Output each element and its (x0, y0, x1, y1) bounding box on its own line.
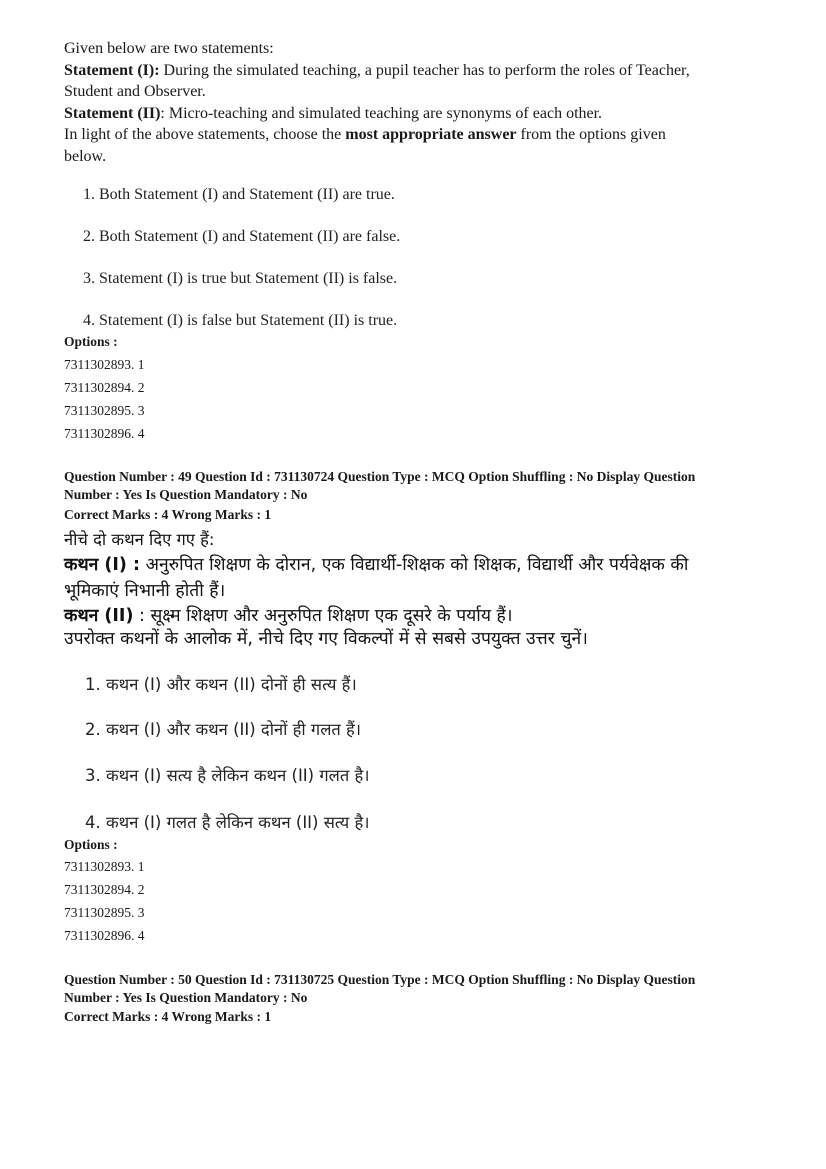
q49-option-3: 3. कथन (I) सत्य है लेकिन कथन (II) गलत है। (85, 766, 370, 785)
q48-instruction-a: In light of the above statements, choose the (64, 126, 346, 143)
q48-statement-2-label: Statement (II) (64, 105, 161, 122)
q48-statement-1-cont: Student and Observer. (64, 83, 206, 100)
q48-option-id-2: 7311302894. 2 (64, 380, 145, 395)
q49-statement-2 (64, 604, 512, 629)
q48-instruction (64, 124, 666, 145)
q50-meta-line-3: Correct Marks : 4 Wrong Marks : 1 (64, 1009, 272, 1024)
q49-statement-1-label: कथन (I) : (64, 555, 141, 575)
q48-option-1: 1. Both Statement (I) and Statement (II) are true. (83, 186, 395, 203)
q49-option-id-2: 7311302894. 2 (64, 882, 145, 897)
q49-option-id-3: 7311302895. 3 (64, 905, 145, 920)
q48-statement-1 (64, 60, 690, 81)
q50-meta-line-2: Number : Yes Is Question Mandatory : No (64, 990, 308, 1005)
q49-statement-1-text: अनुरुपित शिक्षण के दोरान, एक विद्यार्थी-शिक्षक को शिक्षक, विद्यार्थी और पर्यवेक्षक की (140, 555, 689, 575)
q49-meta-line-2: Number : Yes Is Question Mandatory : No (64, 487, 308, 502)
q48-intro: Given below are two statements: (64, 40, 274, 57)
q48-option-2: 2. Both Statement (I) and Statement (II) are false. (83, 228, 401, 245)
q48-instruction-cont: below. (64, 148, 107, 165)
q48-instruction-bold: most appropriate answer (345, 126, 517, 143)
q49-option-4: 4. कथन (I) गलत है लेकिन कथन (II) सत्य है। (85, 813, 370, 832)
q49-option-2: 2. कथन (I) और कथन (II) दोनों ही गलत हैं। (85, 720, 362, 739)
q49-option-id-4: 7311302896. 4 (64, 928, 145, 943)
q49-meta-line-3: Correct Marks : 4 Wrong Marks : 1 (64, 507, 272, 522)
q49-statement-2-text: : सूक्ष्म शिक्षण और अनुरुपित शिक्षण एक दूसरे के पर्याय हैं। (133, 606, 513, 626)
q49-options-label: Options : (64, 837, 118, 852)
q48-statement-2-text: : Micro-teaching and simulated teaching are synonyms of each other. (160, 105, 603, 122)
q49-option-id-1: 7311302893. 1 (64, 859, 145, 874)
q49-meta-line-1: Question Number : 49 Question Id : 731130724 Question Type : MCQ Option Shuffling : No Display Question (64, 469, 696, 484)
q48-statement-2 (64, 103, 602, 124)
q48-statement-1-label: Statement (I): (64, 62, 160, 79)
q48-options-label: Options : (64, 334, 118, 349)
q49-option-1: 1. कथन (I) और कथन (II) दोनों ही सत्य हैं। (85, 675, 357, 694)
q48-option-id-1: 7311302893. 1 (64, 357, 145, 372)
q49-instruction: उपरोक्त कथनों के आलोक में, नीचे दिए गए विकल्पों में से सबसे उपयुक्त उत्तर चुनें। (64, 629, 588, 649)
q48-instruction-b: from the options given (516, 126, 666, 143)
q49-statement-1 (64, 553, 688, 578)
q49-intro: नीचे दो कथन दिए गए हैं: (64, 530, 215, 549)
q48-statement-1-text: During the simulated teaching, a pupil teacher has to perform the roles of Teacher, (159, 62, 690, 79)
q48-option-id-3: 7311302895. 3 (64, 403, 145, 418)
q48-option-id-4: 7311302896. 4 (64, 426, 145, 441)
q48-option-3: 3. Statement (I) is true but Statement (II) is false. (83, 270, 398, 287)
q49-statement-1-cont: भूमिकाएं निभानी होती हैं। (64, 581, 226, 601)
q48-option-4: 4. Statement (I) is false but Statement (II) is true. (83, 312, 398, 329)
q50-meta-line-1: Question Number : 50 Question Id : 731130725 Question Type : MCQ Option Shuffling : No Display Question (64, 972, 696, 987)
q49-statement-2-label: कथन (II) (64, 606, 134, 626)
